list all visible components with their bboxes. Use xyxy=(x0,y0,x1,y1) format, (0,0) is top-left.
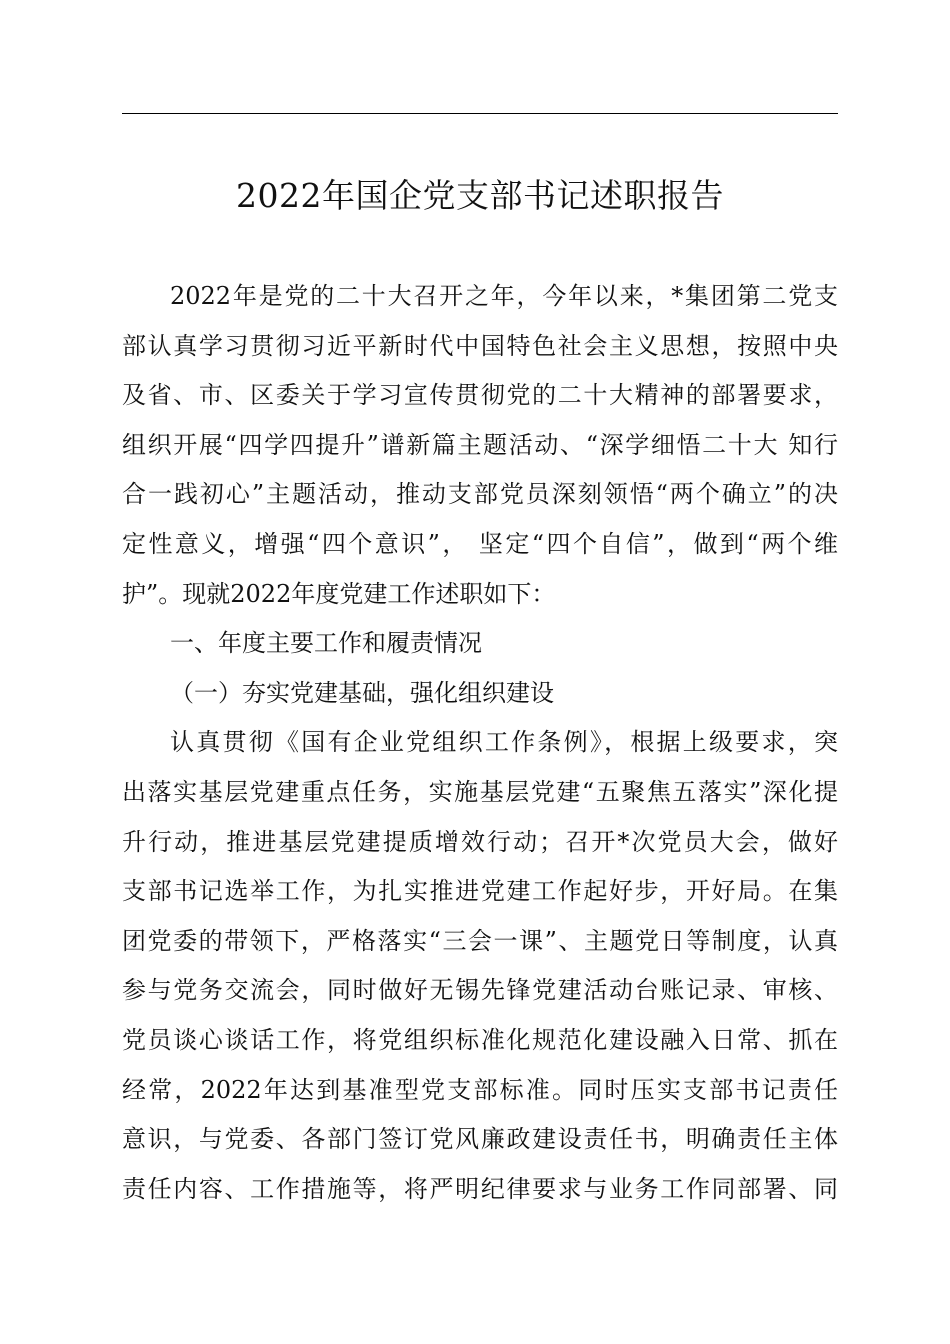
work-line: 支部书记选举工作，为扎实推进党建工作起好步，开好局。在集 xyxy=(122,877,838,906)
intro-line: 护”。现就2022年度党建工作述职如下： xyxy=(122,579,556,608)
work-line: 责任内容、工作措施等，将严明纪律要求与业务工作同部署、同 xyxy=(122,1174,838,1203)
intro-paragraph xyxy=(122,272,838,619)
work-line: 党员谈心谈话工作，将党组织标准化规范化建设融入日常、抓在 xyxy=(122,1025,838,1054)
work-line: 经常，2022年达到基准型党支部标准。同时压实支部书记责任 xyxy=(122,1075,838,1104)
work-line: 出落实基层党建重点任务，实施基层党建“五聚焦五落实”深化提 xyxy=(122,777,838,806)
work-line: 参与党务交流会，同时做好无锡先锋党建活动台账记录、审核、 xyxy=(122,976,838,1005)
intro-line: 2022年是党的二十大召开之年，今年以来，*集团第二党支 xyxy=(170,282,838,310)
header-rule xyxy=(122,113,838,114)
subsection-heading: （一）夯实党建基础，强化组织建设 xyxy=(170,678,554,707)
intro-line: 定性意义，增强“四个意识”， 坚定“四个自信”，做到“两个维 xyxy=(122,529,838,558)
intro-line: 及省、市、区委关于学习宣传贯彻党的二十大精神的部署要求， xyxy=(122,381,838,410)
document-body xyxy=(122,272,838,1214)
work-paragraph xyxy=(122,718,838,1214)
work-line: 升行动，推进基层党建提质增效行动；召开*次党员大会，做好 xyxy=(122,827,838,856)
work-line: 团党委的带领下，严格落实“三会一课”、主题党日等制度，认真 xyxy=(122,926,838,955)
intro-line: 组织开展“四学四提升”谱新篇主题活动、“深学细悟二十大 知行 xyxy=(122,430,838,459)
section-heading: 一、年度主要工作和履责情况 xyxy=(170,629,482,658)
intro-line: 部认真学习贯彻习近平新时代中国特色社会主义思想，按照中央 xyxy=(122,331,838,360)
document-title: 2022年国企党支部书记述职报告 xyxy=(236,176,724,215)
work-line: 意识，与党委、各部门签订党风廉政建设责任书，明确责任主体 xyxy=(122,1125,838,1154)
work-line: 认真贯彻《国有企业党组织工作条例》，根据上级要求，突 xyxy=(170,728,838,757)
intro-line: 合一践初心”主题活动，推动支部党员深刻领悟“两个确立”的决 xyxy=(122,480,838,509)
